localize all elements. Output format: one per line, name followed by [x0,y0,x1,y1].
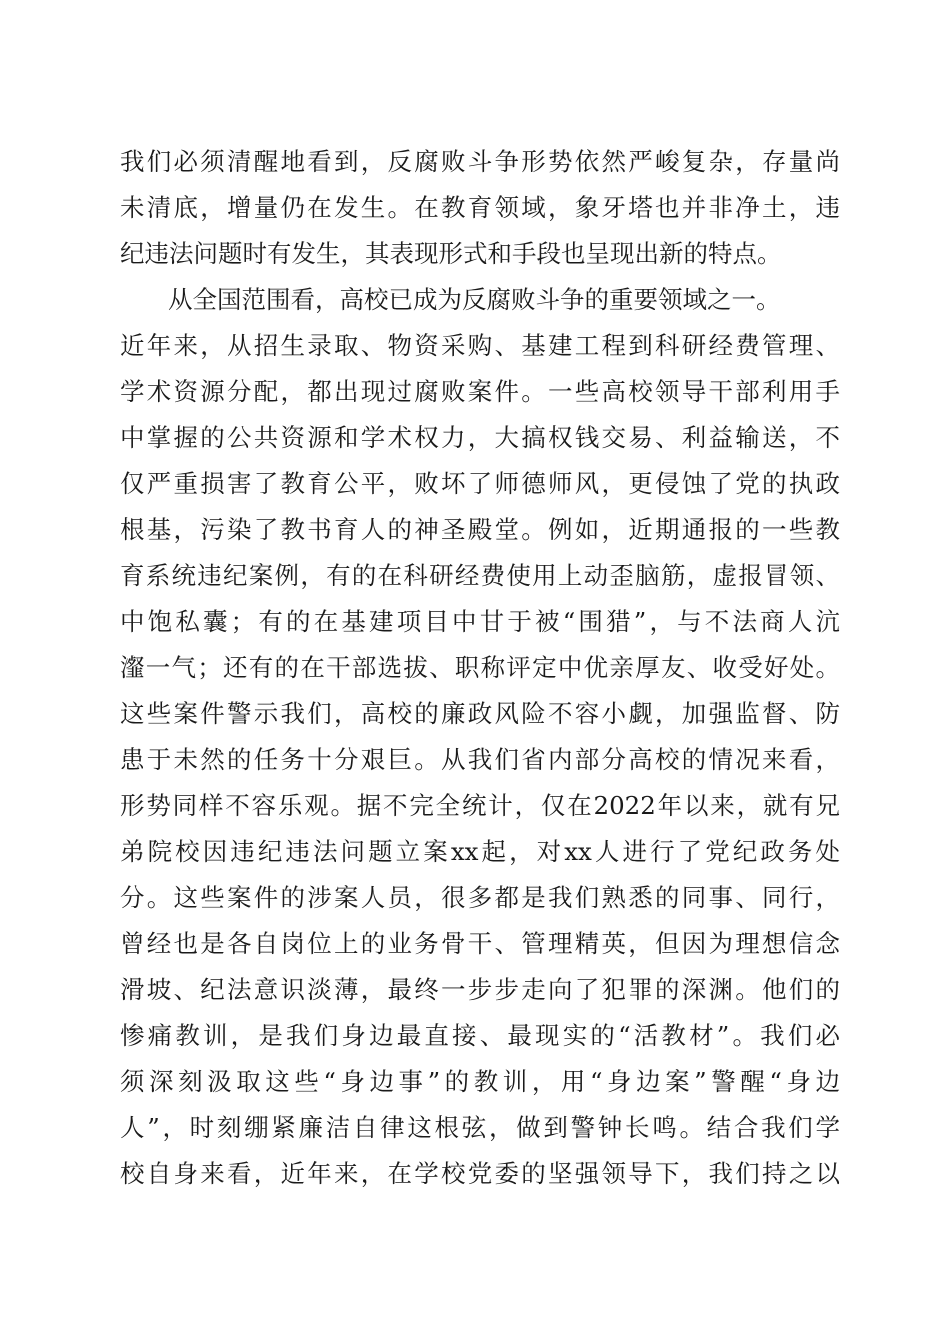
text-line: 仅严重损害了教育公平，败坏了师德师风，更侵蚀了党的执政 [120,469,840,498]
text-line: 须深刻汲取这些“身边事”的教训，用“身边案”警醒“身边 [120,1067,840,1096]
text-line: 曾经也是各自岗位上的业务骨干、管理精英，但因为理想信念 [120,929,840,958]
text-line: 根基，污染了教书育人的神圣殿堂。例如，近期通报的一些教 [120,515,840,544]
text-line: 未清底，增量仍在发生。在教育领域，象牙塔也并非净土，违 [120,193,840,222]
text-line: 学术资源分配，都出现过腐败案件。一些高校领导干部利用手 [120,377,840,406]
text-line: 从全国范围看，高校已成为反腐败斗争的重要领域之一。 [168,285,781,314]
text-line: 惨痛教训，是我们身边最直接、最现实的“活教材”。我们必 [120,1021,840,1050]
text-line: 近年来，从招生录取、物资采购、基建工程到科研经费管理、 [120,331,840,360]
text-line: 分。这些案件的涉案人员，很多都是我们熟悉的同事、同行， [120,883,840,912]
text-line: 我们必须清醒地看到，反腐败斗争形势依然严峻复杂，存量尚 [120,147,840,176]
text-line: 育系统违纪案例，有的在科研经费使用上动歪脑筋，虚报冒领、 [120,561,840,590]
text-line: 校自身来看，近年来，在学校党委的坚强领导下，我们持之以 [120,1159,840,1188]
text-line: 这些案件警示我们，高校的廉政风险不容小觑，加强监督、防 [120,699,840,728]
text-line: 纪违法问题时有发生，其表现形式和手段也呈现出新的特点。 [120,239,782,268]
text-line: 滑坡、纪法意识淡薄，最终一步步走向了犯罪的深渊。他们的 [120,975,840,1004]
text-line: 中饱私囊；有的在基建项目中甘于被“围猎”，与不法商人沆 [120,607,840,636]
text-line: 弟院校因违纪违法问题立案xx起，对xx人进行了党纪政务处 [120,837,840,866]
text-line: 瀣一气；还有的在干部选拔、职称评定中优亲厚友、收受好处。 [120,653,840,682]
text-line: 人”，时刻绷紧廉洁自律这根弦，做到警钟长鸣。结合我们学 [120,1113,840,1142]
text-line: 形势同样不容乐观。据不完全统计，仅在2022年以来，就有兄 [120,791,840,820]
text-line: 中掌握的公共资源和学术权力，大搞权钱交易、利益输送，不 [120,423,840,452]
text-line: 患于未然的任务十分艰巨。从我们省内部分高校的情况来看， [120,745,840,774]
